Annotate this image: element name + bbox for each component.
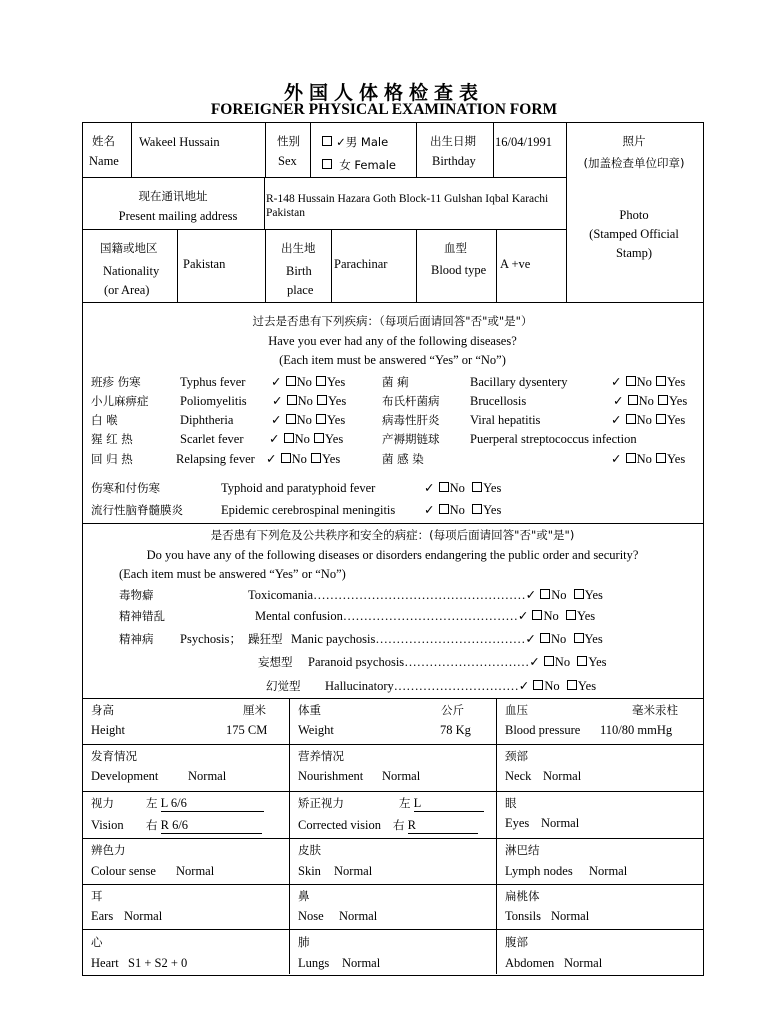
- left-label-cn: 左: [399, 796, 411, 810]
- nourishment-value: Normal: [382, 769, 421, 783]
- yes-checkbox[interactable]: [656, 453, 666, 463]
- disease-label-cn: 产褥期链球: [382, 432, 440, 446]
- disease-label-en: Scarlet fever: [180, 432, 244, 446]
- development-label-en: Development: [91, 769, 159, 783]
- divider: [493, 122, 494, 177]
- photo-note-en-2: Stamp): [615, 246, 653, 260]
- nationality-value: Pakistan: [183, 257, 226, 271]
- blood-type-value: A +ve: [500, 257, 531, 271]
- photo-label-en: Photo: [619, 208, 649, 222]
- check-mark: ✓: [613, 394, 624, 408]
- divider: [82, 791, 703, 792]
- colour-sense-label-cn: 辨色力: [91, 843, 126, 857]
- birthplace-value: Parachinar: [334, 257, 388, 271]
- manic-label-en: Manic paychosis: [291, 632, 376, 646]
- lungs-label-cn: 肺: [298, 935, 310, 949]
- ears-value: Normal: [124, 909, 163, 923]
- divider: [416, 122, 417, 177]
- divider: [82, 838, 703, 839]
- yes-label: Yes: [577, 679, 597, 693]
- nationality-label-en-1: Nationality: [103, 264, 160, 278]
- check-mark: ✓: [272, 394, 283, 408]
- typhoid-label-en: Typhoid and paratyphoid fever: [221, 481, 376, 495]
- name-value: Wakeel Hussain: [139, 135, 220, 149]
- skin-value: Normal: [334, 864, 373, 878]
- disease-label-cn: 猩 红 热: [91, 432, 133, 446]
- disease-label-cn: 菌 感 染: [382, 452, 424, 466]
- weight-label-en: Weight: [298, 723, 334, 737]
- paranoid-row[interactable]: [308, 656, 607, 670]
- yes-checkbox[interactable]: [314, 433, 324, 443]
- heart-value: S1 + S2 + 0: [128, 956, 188, 970]
- yes-checkbox[interactable]: [567, 680, 577, 690]
- yes-label: Yes: [588, 655, 607, 669]
- disease-label-cn: 回 归 热: [91, 452, 133, 466]
- disease-label-en: Bacillary dysentery: [470, 375, 568, 389]
- no-checkbox[interactable]: [286, 414, 296, 424]
- disease-answer[interactable]: [611, 453, 685, 467]
- birthplace-label-en-1: Birth: [286, 264, 312, 278]
- divider: [265, 229, 266, 302]
- disease-label-cn: 病毒性肝炎: [382, 413, 440, 427]
- disease-answer[interactable]: [272, 395, 346, 409]
- vision-label-en: Vision: [91, 818, 124, 832]
- no-label: No: [554, 655, 571, 669]
- disease-label-cn: 小儿麻痹症: [91, 394, 149, 408]
- check-mark: ✓: [517, 609, 529, 623]
- no-checkbox[interactable]: [544, 656, 554, 666]
- right-label-cn: 右: [393, 818, 405, 832]
- nourishment-label-en: Nourishment: [298, 769, 364, 783]
- corrected-left-field[interactable]: [399, 797, 484, 812]
- check-mark: ✓: [271, 413, 282, 427]
- check-mark: ✓: [424, 481, 435, 495]
- check-mark: ✓: [529, 655, 540, 669]
- colour-sense-label-en: Colour sense: [91, 864, 156, 878]
- divider: [82, 302, 703, 303]
- skin-label-cn: 皮肤: [298, 843, 321, 857]
- yes-checkbox[interactable]: [311, 453, 321, 463]
- vision-right-field[interactable]: [146, 819, 262, 834]
- bp-label-cn: 血压: [505, 703, 528, 717]
- birthday-label-cn: 出生日期: [430, 134, 476, 148]
- manic-label-cn: 躁狂型: [248, 632, 283, 646]
- leader-dots: …………………………: [393, 679, 519, 693]
- check-mark: ✓: [611, 452, 622, 466]
- colour-sense-value: Normal: [176, 864, 215, 878]
- lungs-label-en: Lungs: [298, 956, 330, 970]
- abdomen-label-en: Abdomen: [505, 956, 555, 970]
- yes-checkbox[interactable]: [658, 395, 668, 405]
- heart-label-en: Heart: [91, 956, 119, 970]
- yes-checkbox[interactable]: [472, 504, 482, 514]
- yes-label: Yes: [483, 503, 502, 517]
- meningitis-label-cn: 流行性脑脊髓膜炎: [91, 503, 183, 517]
- no-label: No: [551, 588, 567, 602]
- leader-dots: ……………………………………: [342, 609, 518, 623]
- weight-label-cn: 体重: [298, 703, 321, 717]
- height-value: 175 CM: [226, 723, 268, 737]
- yes-checkbox[interactable]: [656, 414, 666, 424]
- vision-label-cn: 视力: [91, 796, 114, 810]
- no-label: No: [294, 432, 310, 446]
- mental-label-cn: 精神错乱: [119, 609, 165, 623]
- bp-label-en: Blood pressure: [505, 723, 581, 737]
- height-label-cn: 身高: [91, 703, 114, 717]
- nationality-label-en-2: (or Area): [104, 283, 150, 297]
- toxicomania-label-en: Toxicomania: [248, 588, 314, 602]
- nose-value: Normal: [339, 909, 378, 923]
- divider: [82, 744, 703, 745]
- public-heading-note: (Each item must be answered “Yes” or “No”): [119, 567, 346, 581]
- yes-checkbox[interactable]: [316, 376, 326, 386]
- nose-label-cn: 鼻: [298, 889, 310, 903]
- yes-label: Yes: [667, 452, 686, 466]
- bp-unit-cn: 毫米汞柱: [632, 703, 678, 717]
- lymph-nodes-value: Normal: [589, 864, 628, 878]
- no-label: No: [296, 413, 312, 427]
- no-checkbox[interactable]: [540, 589, 550, 599]
- divider: [82, 929, 703, 930]
- disease-label-en: Brucellosis: [470, 394, 527, 408]
- no-label: No: [636, 413, 652, 427]
- divider: [310, 122, 311, 177]
- divider: [496, 698, 497, 974]
- diseases-heading-en: Have you ever had any of the following diseases?: [268, 334, 517, 348]
- weight-unit-cn: 公斤: [441, 703, 464, 717]
- disease-label-en: Diphtheria: [180, 413, 234, 427]
- typhoid-label-cn: 伤寒和付伤寒: [91, 481, 160, 495]
- no-label: No: [636, 375, 652, 389]
- corrected-right-field[interactable]: [393, 819, 478, 834]
- weight-value: 78 Kg: [440, 723, 471, 737]
- eyes-value: Normal: [541, 816, 580, 830]
- nose-label-en: Nose: [298, 909, 324, 923]
- height-label-en: Height: [91, 723, 126, 737]
- blood-type-label-cn: 血型: [444, 241, 467, 255]
- no-checkbox[interactable]: [287, 395, 297, 405]
- birthday-value: 16/04/1991: [495, 135, 552, 149]
- no-checkbox[interactable]: [540, 633, 550, 643]
- toxicomania-label-cn: 毒物癖: [119, 588, 154, 602]
- lymph-nodes-label-cn: 淋巴结: [505, 843, 540, 857]
- divider: [496, 229, 497, 302]
- name-label-cn: 姓名: [92, 134, 115, 148]
- neck-label-en: Neck: [505, 769, 532, 783]
- public-heading-en: Do you have any of the following diseases or disorders endangering the public order and security?: [146, 548, 639, 562]
- disease-label-en: Puerperal streptococcus infection: [470, 432, 637, 446]
- tonsils-label-cn: 扁桃体: [505, 889, 540, 903]
- no-label: No: [291, 452, 307, 466]
- form-title-en: FOREIGNER PHYSICAL EXAMINATION FORM: [210, 101, 558, 118]
- psychosis-label-cn: 精神病: [119, 632, 154, 646]
- divider: [82, 229, 567, 230]
- check-mark: ✓: [271, 375, 282, 389]
- no-checkbox[interactable]: [284, 433, 294, 443]
- check-mark: ✓: [525, 588, 537, 602]
- birthplace-label-cn: 出生地: [281, 241, 316, 255]
- disease-label-cn: 白 喉: [91, 413, 118, 427]
- no-checkbox[interactable]: [626, 414, 636, 424]
- yes-label: Yes: [576, 609, 596, 623]
- tonsils-value: Normal: [551, 909, 590, 923]
- meningitis-label-en: Epidemic cerebrospinal meningitis: [221, 503, 396, 517]
- corrected-vision-label-en: Corrected vision: [298, 818, 381, 832]
- yes-label: Yes: [327, 413, 346, 427]
- yes-label: Yes: [584, 588, 603, 602]
- leader-dots: …………………………: [404, 655, 530, 669]
- divider: [331, 229, 332, 302]
- address-value: R-148 Hussain Hazara Goth Block-11 Gulshan Iqbal Karachi Pakistan: [266, 193, 549, 219]
- male-checkbox[interactable]: [322, 136, 332, 146]
- disease-answer[interactable]: [271, 414, 345, 428]
- ears-label-cn: 耳: [91, 889, 103, 903]
- tonsils-label-en: Tonsils: [505, 909, 541, 923]
- check-mark: ✓: [525, 632, 536, 646]
- abdomen-value: Normal: [564, 956, 603, 970]
- divider: [289, 698, 290, 974]
- blood-type-label-en: Blood type: [431, 263, 487, 277]
- yes-checkbox[interactable]: [577, 656, 587, 666]
- sex-female-option[interactable]: [321, 159, 396, 173]
- divider: [82, 698, 703, 699]
- check-mark: ✓: [518, 679, 530, 693]
- birthday-label-en: Birthday: [432, 154, 476, 168]
- no-label: No: [636, 452, 652, 466]
- address-label-cn: 现在通讯地址: [138, 189, 208, 203]
- ears-label-en: Ears: [91, 909, 114, 923]
- sex-male-option[interactable]: [321, 136, 388, 150]
- no-checkbox[interactable]: [439, 504, 449, 514]
- vision-left-value: L 6/6: [161, 797, 264, 812]
- lymph-nodes-label-en: Lymph nodes: [505, 864, 573, 878]
- yes-checkbox[interactable]: [574, 633, 584, 643]
- corrected-right-value: R: [408, 819, 478, 834]
- birthplace-label-en-2: place: [287, 283, 314, 297]
- leader-dots: ……………………………………………: [313, 588, 526, 602]
- female-label: 女 Female: [339, 158, 396, 172]
- no-label: No: [638, 394, 654, 408]
- no-checkbox[interactable]: [626, 376, 636, 386]
- disease-answer[interactable]: [611, 414, 685, 428]
- check-mark: ✓: [424, 503, 435, 517]
- no-checkbox[interactable]: [439, 482, 449, 492]
- divider: [131, 122, 132, 177]
- no-label: No: [543, 609, 559, 623]
- yes-label: Yes: [328, 394, 347, 408]
- bp-value: 110/80 mmHg: [600, 723, 673, 737]
- check-mark: ✓: [611, 413, 622, 427]
- no-checkbox[interactable]: [532, 610, 542, 620]
- nourishment-label-cn: 营养情况: [298, 749, 344, 763]
- divider: [416, 229, 417, 302]
- diseases-heading-note: (Each item must be answered “Yes” or “No”): [279, 353, 506, 367]
- form-title-cn: 外国人体格检查表: [283, 82, 484, 104]
- check-mark: ✓: [269, 432, 280, 446]
- meningitis-answer[interactable]: [424, 504, 501, 518]
- male-label: ✓男 Male: [336, 135, 389, 149]
- hallucinatory-label-cn: 幻觉型: [266, 679, 301, 693]
- toxicomania-row[interactable]: [248, 589, 603, 603]
- height-unit-cn: 厘米: [243, 703, 266, 717]
- disease-answer[interactable]: [266, 453, 340, 467]
- yes-label: Yes: [667, 375, 686, 389]
- disease-label-cn: 布氏杆菌病: [382, 394, 440, 408]
- yes-label: Yes: [667, 413, 686, 427]
- no-checkbox[interactable]: [286, 376, 296, 386]
- address-label-en: Present mailing address: [118, 209, 238, 223]
- yes-label: Yes: [669, 394, 688, 408]
- public-heading-cn: 是否患有下列危及公共秩序和安全的病症：(每项后面请回答"否"或"是"): [210, 528, 575, 542]
- no-checkbox[interactable]: [626, 453, 636, 463]
- diseases-heading-cn: 过去是否患有下列疾病：（每项后面请回答"否"或"是"）: [252, 314, 533, 328]
- nationality-label-cn: 国籍或地区: [100, 241, 158, 255]
- disease-label-cn: 菌 痢: [382, 375, 409, 389]
- skin-label-en: Skin: [298, 864, 321, 878]
- manic-row[interactable]: [291, 633, 603, 647]
- disease-label-en: Poliomyelitis: [180, 394, 247, 408]
- yes-label: Yes: [322, 452, 341, 466]
- paranoid-label-cn: 妄想型: [258, 655, 293, 669]
- development-label-cn: 发育情况: [91, 749, 137, 763]
- no-label: No: [550, 632, 567, 646]
- yes-checkbox[interactable]: [316, 414, 326, 424]
- psychosis-label-en: Psychosis；: [180, 632, 242, 646]
- divider: [82, 177, 567, 178]
- sex-label-en: Sex: [278, 154, 297, 168]
- yes-checkbox[interactable]: [472, 482, 482, 492]
- yes-label: Yes: [483, 481, 502, 495]
- photo-label-cn: 照片: [622, 134, 646, 148]
- divider: [265, 122, 266, 177]
- disease-label-en: Viral hepatitis: [470, 413, 541, 427]
- sex-label-cn: 性别: [277, 134, 300, 148]
- no-checkbox[interactable]: [281, 453, 291, 463]
- disease-answer[interactable]: [611, 376, 685, 390]
- left-label-cn: 左: [146, 796, 158, 810]
- yes-checkbox[interactable]: [566, 610, 576, 620]
- no-label: No: [449, 481, 465, 495]
- yes-label: Yes: [584, 632, 603, 646]
- divider: [82, 523, 703, 524]
- yes-checkbox[interactable]: [574, 589, 584, 599]
- vision-right-value: R 6/6: [161, 819, 262, 834]
- abdomen-label-cn: 腹部: [505, 935, 528, 949]
- female-checkbox[interactable]: [322, 159, 332, 169]
- eyes-label-cn: 眼: [505, 796, 517, 810]
- disease-label-en: Relapsing fever: [176, 452, 255, 466]
- eyes-label-en: Eyes: [505, 816, 530, 830]
- check-mark: ✓: [266, 452, 277, 466]
- no-label: No: [296, 375, 312, 389]
- development-value: Normal: [188, 769, 227, 783]
- hallucinatory-label-en: Hallucinatory: [325, 679, 394, 693]
- right-label-cn: 右: [146, 818, 158, 832]
- hallucinatory-row[interactable]: [325, 680, 596, 694]
- paranoid-label-en: Paranoid psychosis: [308, 655, 405, 669]
- yes-checkbox[interactable]: [317, 395, 327, 405]
- mental-row[interactable]: [255, 610, 595, 624]
- name-label-en: Name: [89, 154, 119, 168]
- mental-label-en: Mental confusion: [255, 609, 343, 623]
- disease-label-en: Typhus fever: [180, 375, 246, 389]
- disease-answer[interactable]: [271, 376, 345, 390]
- yes-label: Yes: [327, 375, 346, 389]
- no-checkbox[interactable]: [628, 395, 638, 405]
- photo-note-cn: (加盖检查单位印章): [583, 156, 685, 170]
- photo-note-en-1: (Stamped Official: [589, 227, 679, 241]
- corrected-left-value: L: [414, 797, 484, 812]
- disease-label-cn: 班疹 伤寒: [91, 375, 141, 389]
- leader-dots: ………………………………: [375, 632, 526, 646]
- neck-label-cn: 颈部: [505, 749, 528, 763]
- corrected-vision-label-cn: 矫正视力: [298, 796, 344, 810]
- yes-checkbox[interactable]: [656, 376, 666, 386]
- disease-answer[interactable]: [613, 395, 687, 409]
- no-label: No: [544, 679, 560, 693]
- heart-label-cn: 心: [91, 935, 103, 949]
- no-checkbox[interactable]: [533, 680, 543, 690]
- disease-answer[interactable]: [269, 433, 343, 447]
- lungs-value: Normal: [342, 956, 381, 970]
- no-label: No: [297, 394, 313, 408]
- check-mark: ✓: [611, 375, 622, 389]
- no-label: No: [449, 503, 465, 517]
- divider: [82, 884, 703, 885]
- neck-value: Normal: [543, 769, 582, 783]
- divider: [177, 229, 178, 302]
- vision-left-field[interactable]: [146, 797, 264, 812]
- typhoid-answer[interactable]: [424, 482, 501, 496]
- yes-label: Yes: [325, 432, 344, 446]
